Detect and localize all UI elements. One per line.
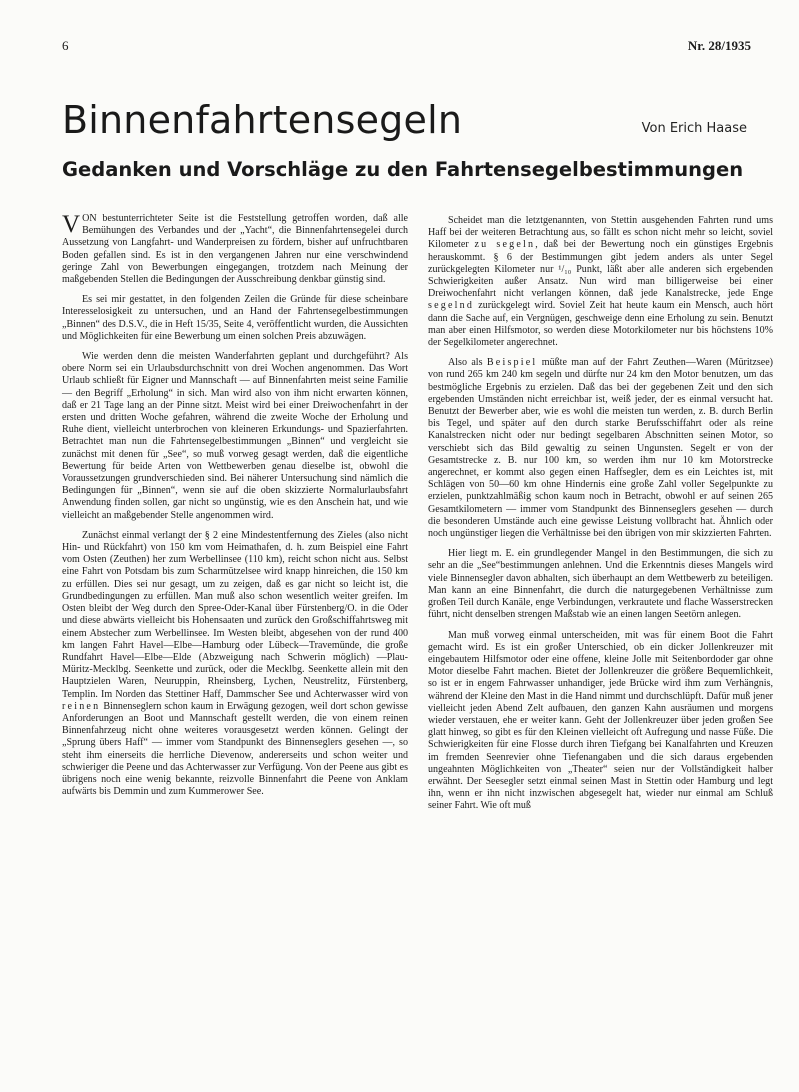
paragraph-text: Zunächst einmal verlangt der § 2 eine Mindestentfernung des Zieles (also nicht Hin- und Rückfahrt) von 150 km vom Heimathafen, d. h. zum Beispiel eine Fahrt vom Osten (Zeuthen) her zum Werbellinsee (110 km), reicht schon nicht aus. Selbst eine Fahrt von Potsdam bis zum Scharmützelsee wird knapp hinreichen, die 150 km zu erfüllen. Dies sei nur gesagt, um zu zeigen, daß es gar nicht so leicht ist, die Grundbedingungen zu erfüllen. Man muß also schon wesentlich weiter greifen. Im Osten bleibt der Weg durch den Spree-Oder-Kanal über Fürstenberg/O. in die Oder und diese abwärts vielleicht bis Hohensaaten und zurück den Großschiffahrtsweg mit einem Abstecher zum Werbellinsee. Im Westen bleibt, abgesehen von der rund 400 km langen Fahrt Havel—Elbe—Hamburg oder Lübeck—Travemünde, die große Rundfahrt Havel—Elbe—Elde (Abzweigung nach Schwerin möglich) —Plau-Müritz-Mecklbg. Seenkette und zurück, oder die Mecklbg. Seenkette allein mit den Hauptzielen Waren, Neuruppin, Rheinsberg, Lychen, Neustrelitz, Fürstenberg, Templin. Im Norden das Stettiner Haff, Dammscher See und Achterwasser wird von	[62, 529, 408, 700]
paragraph-text: Also als	[448, 357, 483, 369]
article-subtitle: Gedanken und Vorschläge zu den Fahrtensegelbestimmungen	[62, 158, 744, 181]
left-column	[62, 213, 408, 806]
drop-cap: V	[62, 211, 81, 238]
paragraph-text: müßte man auf der Fahrt Zeuthen—Waren (Müritzsee) von rund 265 km 240 km segeln und dürfte nur 24 km den Motor benutzen, um das bestmögliche Ergebnis zu erzielen. Daß das bei der gegebenen Zeit und den sich ergebenden Umständen nicht erreichbar ist, weiß jeder, der es einmal versucht hat. Benutzt der Bewerber aber, wie es wohl die meisten tun werden, z. B. durch Berlin bis Tegel, und später auf den durch starke Berufsschiffahrt oder als reine Kanalstrecken nicht oder nur bedingt segelbaren Abschnitten seinen Motor, so verschiebt sich das Bild gewaltig zu seinen Ungunsten. Segelt er von der Gesamtstrecke z. B. nur 100 km, so werden ihm nur 10 km Motorstrecke angerechnet, er kommt also gegen einen Haffsegler, dem es ein Leichtes ist, mit Schlägen von 50—60 km ohne Hindernis eine große Zahl voller Segelpunkte zu erzielen, punktzahlmäßig schon kaum noch in Betracht, obwohl er auf seinen 265 Gesamtkilometern — immer vom Standpunkt des Binnenseglers gesehen — durch die besonderen Umstände auch eine gewisse Leistung vollbracht hat. Ähnlich oder noch ungünstiger liegen die Verhältnisse bei den übrigen von mir skizzierten Fahrten.	[428, 357, 774, 540]
paragraph	[428, 357, 773, 540]
paragraph	[62, 530, 408, 798]
emphasized-word: reinen	[62, 700, 101, 712]
paragraph: Es sei mir gestattet, in den folgenden Zeilen die Gründe für diese scheinbare Interesselosigkeit zu untersuchen, und an Hand der Fahrtensegelbestimmungen „Binnen“ des D.S.V., die in Heft 15/35, Seite 4, veröffentlicht wurden, die Aussichten und Möglichkeiten für eine Bewerbung um einen solchen Preis abzuwägen.	[62, 294, 408, 342]
paragraph-text: zurückgelegt wird. Soviel Zeit hat heute kaum ein Mensch, auch hört dann die Sache auf, ein Vergnügen, geschweige denn eine Erholung zu sein. Benutzt man aber einen Hilfsmotor, so werden diese Motorkilometer nur bis höchstens 10% der Segelkilometer angerechnet.	[428, 300, 773, 349]
issue-number: Nr. 28/1935	[687, 38, 751, 53]
article-author: Von Erich Haase	[641, 121, 747, 136]
paragraph-text: Scheidet man die letztgenannten, von Stettin ausgehenden Fahrten rund ums Haff bei der weiteren Betrachtung aus, so fällt es schon nicht mehr so leicht, soviel Kilometer	[428, 215, 773, 251]
paragraph-text: , daß bei der Bewertung noch ein günstiges Ergebnis herauskommt. § 6 der Bestimmungen gibt jedem anders als unter Segel zurückgelegten Kilometer nur ¹/₁₀ Punkt, läßt aber alle anderen sich ergebenden Schwierigkeiten außer Ansatz. Nun wird man billigerweise bei einer Dreiwochenfahrt nicht verlangen können, daß jede Kanalstrecke, jede Enge	[428, 239, 773, 300]
page-number: 6	[62, 38, 69, 53]
paragraph: Hier liegt m. E. ein grundlegender Mangel in den Bestimmungen, die sich zu sehr an die „See“bestimmungen anlehnen. Und die Erkenntnis dieses Mangels wird viele Binnensegler davon abhalten, sich überhaupt an dem Wettbewerb zu beteiligen. Man kann an eine Binnenfahrt, die durch die naturgegebenen Verhältnisse zum großen Teil durch Kanäle, enge Verbindungen, verkrautete und flache Wasserstrecken führt, nicht denselben strengen Maßstab wie an einen langen Seetörn anlegen.	[428, 548, 773, 621]
right-column	[428, 215, 773, 821]
paragraph: Wie werden denn die meisten Wanderfahrten geplant und durchgeführt? Als obere Norm sei ein Urlaubsdurchschnitt von drei Wochen angenommen. Das Wort Urlaub schließt für Eigner und Mannschaft — auf Binnenfahrten meist seine Familie — den Begriff „Erholung“ in sich. Man wird also von ihm nicht erwarten können, daß er 21 Tage lang an der Pinne sitzt. Meist wird bei einer Dreiwochenfahrt in der ersten und dritten Woche gefahren, während die zweite Woche der Erholung und Ruhe dient, vielleicht unterbrochen von kleineren Erkundungs- und Spazierfahrten. Betrachtet man nun die Fahrtensegelbestimmungen „Binnen“ und vergleicht sie zunächst mit denen für „See“, so muß vorweg gesagt werden, daß die eigentliche Bewertung für beide Arten von Wettbewerben genau dieselbe ist, obwohl die Voraussetzungen grundverschieden sind. Bei näherer Untersuchung sind nämlich die Bedingungen für „Binnen“, wenn sie auf die oben skizzierte Normalurlaubsfahrt Anwendung finden sollen, gar nicht so ungünstig, wie es den Anschein hat, und wie vielleicht an maßgebender Stelle angenommen wird.	[62, 351, 408, 521]
emphasized-word: segelnd	[428, 300, 475, 312]
emphasized-word: zu segeln	[474, 239, 536, 251]
emphasized-word: Beispiel	[486, 357, 538, 369]
paragraph	[62, 213, 408, 286]
paragraph-text: Binnenseglern schon kaum in Erwägung gezogen, weil dort schon gewisse Anforderungen an Boot und Mannschaft gestellt werden, die von einem reinen Binnenfahrzeug nicht ohne weiteres vorausgesetzt werden können. Gelingt der „Sprung übers Haff“ — immer vom Standpunkt des Binnenseglers gesehen —, so steht ihm einerseits die herrliche Dievenow, andererseits und schon weiter und schwieriger die Peene und das Achterwasser zur Verfügung. Von der Peene aus gibt es übrigens noch eine wenig bekannte, reizvolle Binnenfahrt die Peene von Anklam aufwärts bis Demmin und zum Kummerower See.	[62, 700, 408, 798]
paragraph	[428, 215, 773, 349]
paragraph-text: ON bestunterrichteter Seite ist die Feststellung getroffen worden, daß alle Bemühungen des Verbandes und der „Yacht“, die Binnenfahrtensegelei durch Aussetzung von Langfahrt- und Wanderpreisen zu fördern, bisher auf unfruchtbaren Boden gefallen sind. Es ist in den vergangenen Jahren nur eine verschwindend geringe Zahl von Bewerbungen eingegangen, trotzdem nach Meinung der maßgebenden Stellen die Bedingungen der Ausschreibung denkbar günstig sind.	[62, 213, 408, 286]
article-title: Binnenfahrtensegeln	[62, 98, 463, 142]
paragraph: Man muß vorweg einmal unterscheiden, mit was für einem Boot die Fahrt gemacht wird. Es ist ein großer Unterschied, ob ein dicker Jollenkreuzer mit eingebautem Hilfsmotor oder eine offene, kleine Jolle mit Seitenbordoder gar ohne Motor dieselbe Fahrt machen. Bietet der Jollenkreuzer die größere Bequemlichkeit, so ist er in engem Fahrwasser unhandiger, jede Brücke wird ihm zum Verhängnis, während der Kleine den Mast in die Hand nimmt und durchschlüpft. Dafür muß jener vielleicht jeden Abend Zelt aufbauen, den ganzen Kahn ausräumen und morgens wieder verstauen, ehe er weiter kann. Geht der Jollenkreuzer über jeden großen See glatt hinweg, so gibt es für den Kleinen vielleicht oft Aufregung und nasse Füße. Die Schwierigkeiten für eine Flosse durch ihren Tiefgang bei Kanalfahrten und Kreuzen im fremden Seenrevier ohne Tiefenangaben und die sich daraus ergebenden ungeahnten Möglichkeiten von „Theater“ seien nur der Vollständigkeit halber erwähnt. Der Seesegler setzt einmal seinen Mast in Stettin oder Hamburg und legt ihn, wenn er ihn nicht inzwischen abgesegelt hat, wieder nur einmal am Schluß seiner Fahrt. Wie oft muß	[428, 629, 773, 812]
